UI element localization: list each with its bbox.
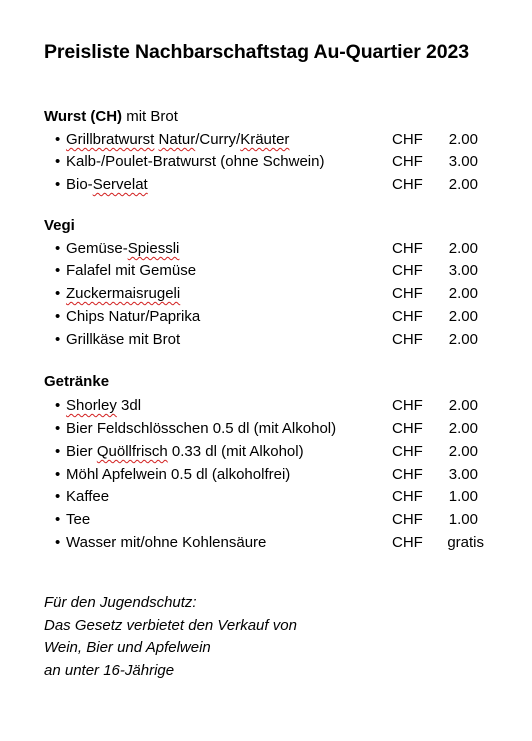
item-price: 3.00: [448, 153, 478, 170]
item-currency: CHF: [392, 420, 423, 437]
note-line: Wein, Bier und Apfelwein: [44, 639, 211, 656]
item-name: Chips Natur/Paprika: [66, 308, 201, 325]
item-name: Kaffee: [66, 488, 110, 505]
item-name: Grillkäse mit Brot: [66, 331, 181, 348]
list-item: [0, 238, 532, 260]
youth-protection-note: [44, 592, 297, 682]
list-item: [0, 151, 532, 173]
list-item: [0, 509, 532, 531]
item-currency: CHF: [392, 331, 423, 348]
section-heading-bold: Wurst (CH): [44, 108, 123, 125]
item-currency: CHF: [392, 308, 423, 325]
list-item: [0, 329, 532, 351]
item-currency: CHF: [392, 176, 423, 193]
item-currency: CHF: [392, 511, 423, 528]
item-price: gratis: [447, 534, 484, 551]
bullet-icon: •: [55, 262, 61, 279]
list-item: [0, 464, 532, 486]
item-currency: CHF: [392, 488, 423, 505]
section-heading-wurst: [44, 108, 178, 125]
item-price: 2.00: [448, 331, 478, 348]
item-currency: CHF: [392, 131, 423, 148]
section-heading-bold: Getränke: [44, 373, 110, 390]
item-name: Bier Quöllfrisch 0.33 dl (mit Alkohol): [66, 443, 304, 460]
item-price: 3.00: [448, 262, 478, 279]
list-item: [0, 441, 532, 463]
item-name: Tee: [66, 511, 91, 528]
section-heading-bold: Vegi: [44, 217, 75, 234]
item-price: 2.00: [448, 240, 478, 257]
bullet-icon: •: [55, 488, 61, 505]
item-price: 2.00: [448, 131, 478, 148]
bullet-icon: •: [55, 240, 61, 257]
page-title: Preisliste Nachbarschaftstag Au-Quartier 2023: [44, 41, 470, 63]
item-currency: CHF: [392, 262, 423, 279]
list-item: [0, 532, 532, 554]
section-heading-vegi: [44, 217, 75, 234]
bullet-icon: •: [55, 534, 61, 551]
item-name: Wasser mit/ohne Kohlensäure: [66, 534, 267, 551]
list-item: [0, 395, 532, 417]
item-name: Gemüse-Spiessli: [66, 240, 180, 257]
note-line: Für den Jugendschutz:: [44, 594, 197, 611]
item-name: Möhl Apfelwein 0.5 dl (alkoholfrei): [66, 466, 291, 483]
item-name: Shorley 3dl: [66, 397, 142, 414]
item-currency: CHF: [392, 443, 423, 460]
item-price: 2.00: [448, 308, 478, 325]
bullet-icon: •: [55, 331, 61, 348]
item-currency: CHF: [392, 397, 423, 414]
bullet-icon: •: [55, 420, 61, 437]
item-price: 2.00: [448, 397, 478, 414]
note-line: Das Gesetz verbietet den Verkauf von: [44, 616, 297, 634]
list-item: [0, 129, 532, 151]
item-price: 1.00: [448, 511, 478, 528]
bullet-icon: •: [55, 131, 61, 148]
list-item: [0, 174, 532, 196]
item-currency: CHF: [392, 534, 423, 551]
bullet-icon: •: [55, 511, 61, 528]
bullet-icon: •: [55, 397, 61, 414]
item-name: Kalb-/Poulet-Bratwurst (ohne Schwein): [66, 153, 325, 170]
item-price: 2.00: [448, 285, 478, 302]
item-currency: CHF: [392, 240, 423, 257]
note-line: an unter 16-Jährige: [44, 661, 175, 679]
item-name: Falafel mit Gemüse: [66, 262, 197, 279]
item-currency: CHF: [392, 153, 423, 170]
bullet-icon: •: [55, 285, 61, 302]
item-name: Bio-Servelat: [66, 176, 148, 193]
list-item: [0, 260, 532, 282]
section-heading-getraenke: [44, 373, 109, 390]
bullet-icon: •: [55, 153, 61, 170]
section-heading-rest: mit Brot: [122, 108, 178, 125]
bullet-icon: •: [55, 443, 61, 460]
item-price: 3.00: [448, 466, 478, 483]
item-price: 2.00: [448, 176, 478, 193]
item-price: 2.00: [448, 443, 478, 460]
list-item: [0, 283, 532, 305]
list-item: [0, 486, 532, 508]
bullet-icon: •: [55, 308, 61, 325]
item-price: 2.00: [448, 420, 478, 437]
bullet-icon: •: [55, 466, 61, 483]
item-name: Zuckermaisrugeli: [66, 285, 181, 302]
item-price: 1.00: [448, 488, 478, 505]
item-name: Grillbratwurst Natur/Curry/Kräuter: [66, 131, 290, 148]
item-currency: CHF: [392, 466, 423, 483]
item-currency: CHF: [392, 285, 423, 302]
list-item: [0, 306, 532, 328]
item-name: Bier Feldschlösschen 0.5 dl (mit Alkohol): [66, 420, 337, 437]
bullet-icon: •: [55, 176, 61, 193]
list-item: [0, 418, 532, 440]
